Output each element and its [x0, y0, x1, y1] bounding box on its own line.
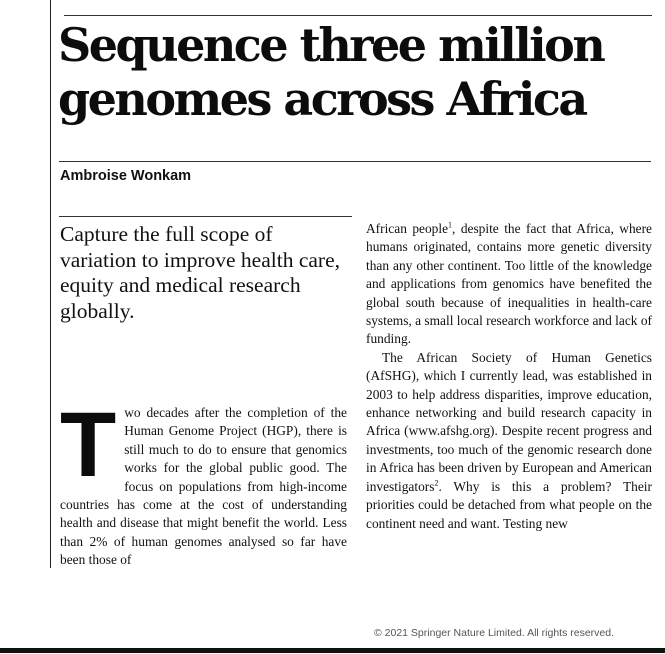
body-paragraph-2: [366, 349, 652, 533]
body-text-left: wo decades after the completion of the Human Genome Project (HGP), there is still much to do to ensure that genomics works for the global public good. The focus on populations from high-income countries has come at the cost of understanding health and disease that might benefit the world. Less than 2% of human genomes analysed so far have been those of: [60, 405, 347, 568]
body-paragraph-continued: [366, 220, 652, 349]
body-paragraph-1: [60, 404, 347, 570]
body-text-segment: African people: [366, 221, 449, 236]
body-text-segment: . Why is this a problem? Their priorities could be detached from what people on the continent need and want. Testing new: [366, 478, 652, 531]
standfirst: Capture the full scope of variation to improve health care, equity and medical research globally.: [60, 222, 340, 323]
body-text-segment: The African Society of Human Genetics (AfSHG), which I currently lead, was established in 2003 to help address disparities, improve education, enhance networking and build research capacity in Africa (www.afshg.org). Despite recent progress and investments, too much of the genomic research done in Africa has been driven by European and American investigators: [366, 349, 652, 494]
copyright-notice: © 2021 Springer Nature Limited. All rights reserved.: [374, 627, 615, 639]
reference-1: 1: [448, 220, 453, 230]
standfirst-rule: [59, 216, 352, 217]
body-text-segment: , despite the fact that Africa, where humans originated, contains more genetic diversity than any other continent. Too little of the knowledge and applications from genomics have benefited the global south because of inequalities in health-care systems, a small local research workforce and lack of funding.: [366, 221, 652, 347]
drop-cap: T: [60, 404, 117, 496]
top-rule: [64, 15, 652, 16]
reference-2: 2: [434, 478, 439, 488]
column-divider-left: [50, 0, 51, 568]
body-column-left: [60, 404, 347, 574]
article-headline: Sequence three million genomes across Africa: [58, 18, 604, 126]
body-column-right: [366, 220, 652, 574]
author-name: Ambroise Wonkam: [60, 168, 192, 184]
headline-rule: [59, 161, 651, 162]
bottom-rule: [0, 648, 665, 653]
